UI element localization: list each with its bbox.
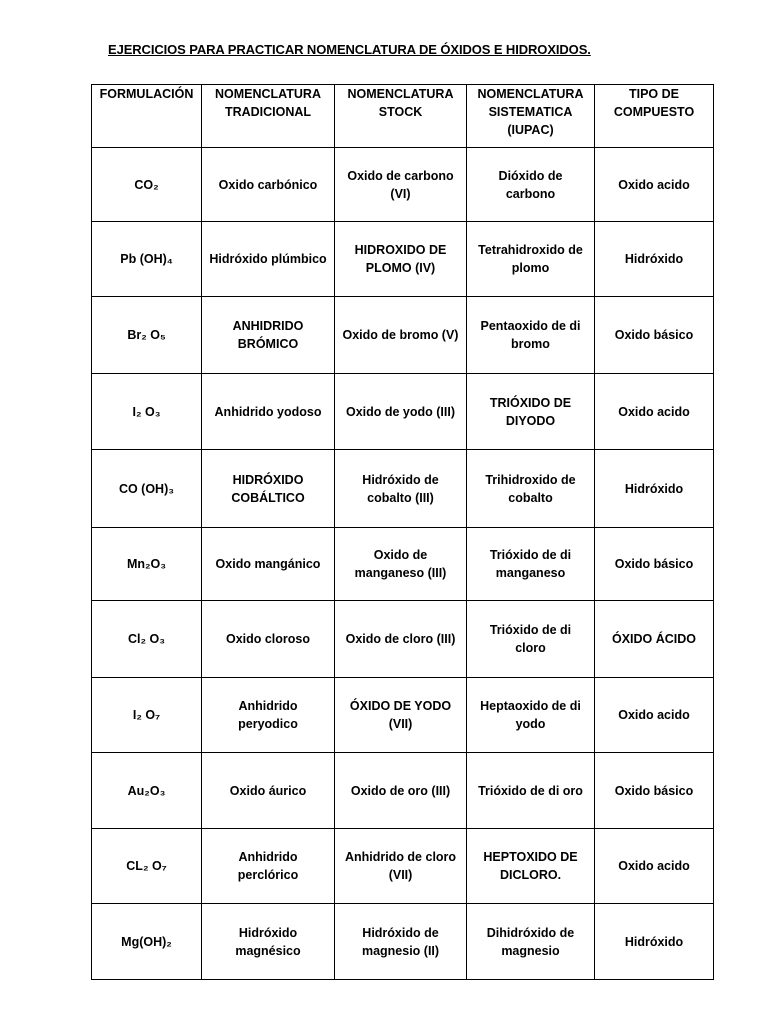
cell-sistematica: Trióxido de di manganeso — [467, 528, 595, 601]
cell-tipo: Oxido básico — [595, 528, 714, 601]
table-row — [92, 904, 714, 980]
cell-sistematica: Heptaoxido de di yodo — [467, 678, 595, 753]
table-header-row — [92, 85, 714, 148]
document-title: EJERCICIOS PARA PRACTICAR NOMENCLATURA DE ÓXIDOS E HIDROXIDOS. — [108, 42, 591, 57]
cell-formula: Br₂ O₅ — [92, 297, 202, 374]
cell-tradicional: HIDRÓXIDO COBÁLTICO — [202, 450, 335, 528]
header-stock: NOMENCLATURA STOCK — [335, 85, 467, 148]
cell-formula: CL₂ O₇ — [92, 829, 202, 904]
table-row — [92, 753, 714, 829]
cell-formula: Pb (OH)₄ — [92, 222, 202, 297]
cell-tipo: Hidróxido — [595, 904, 714, 980]
cell-tradicional: Anhidrido yodoso — [202, 374, 335, 450]
nomenclature-table — [91, 84, 714, 980]
cell-tipo: Hidróxido — [595, 222, 714, 297]
cell-stock: HIDROXIDO DE PLOMO (IV) — [335, 222, 467, 297]
cell-tipo: Oxido acido — [595, 148, 714, 222]
cell-formula: I₂ O₃ — [92, 374, 202, 450]
cell-tradicional: Oxido áurico — [202, 753, 335, 829]
table-row — [92, 450, 714, 528]
cell-sistematica: Trióxido de di oro — [467, 753, 595, 829]
header-formulacion: FORMULACIÓN — [92, 85, 202, 148]
cell-sistematica: Tetrahidroxido de plomo — [467, 222, 595, 297]
cell-tipo: Oxido acido — [595, 374, 714, 450]
cell-sistematica: TRIÓXIDO DE DIYODO — [467, 374, 595, 450]
cell-sistematica: HEPTOXIDO DE DICLORO. — [467, 829, 595, 904]
cell-stock: ÓXIDO DE YODO (VII) — [335, 678, 467, 753]
cell-formula: Mn₂O₃ — [92, 528, 202, 601]
cell-stock: Oxido de oro (III) — [335, 753, 467, 829]
cell-stock: Oxido de cloro (III) — [335, 601, 467, 678]
table-row — [92, 601, 714, 678]
cell-sistematica: Pentaoxido de di bromo — [467, 297, 595, 374]
table-row — [92, 829, 714, 904]
cell-tipo: Oxido básico — [595, 297, 714, 374]
cell-stock: Anhidrido de cloro (VII) — [335, 829, 467, 904]
cell-stock: Oxido de manganeso (III) — [335, 528, 467, 601]
table-row — [92, 148, 714, 222]
cell-tradicional: Oxido cloroso — [202, 601, 335, 678]
cell-tradicional: Hidróxido plúmbico — [202, 222, 335, 297]
cell-sistematica: Trihidroxido de cobalto — [467, 450, 595, 528]
cell-formula: I₂ O₇ — [92, 678, 202, 753]
cell-tradicional: Hidróxido magnésico — [202, 904, 335, 980]
cell-sistematica: Dihidróxido de magnesio — [467, 904, 595, 980]
table-row — [92, 374, 714, 450]
cell-tipo: Oxido básico — [595, 753, 714, 829]
cell-tipo: Hidróxido — [595, 450, 714, 528]
cell-tradicional: Oxido mangánico — [202, 528, 335, 601]
header-tipo: TIPO DE COMPUESTO — [595, 85, 714, 148]
cell-formula: Cl₂ O₃ — [92, 601, 202, 678]
cell-formula: CO₂ — [92, 148, 202, 222]
cell-formula: Mg(OH)₂ — [92, 904, 202, 980]
cell-stock: Oxido de bromo (V) — [335, 297, 467, 374]
cell-sistematica: Dióxido de carbono — [467, 148, 595, 222]
table-row — [92, 528, 714, 601]
table-row — [92, 678, 714, 753]
cell-tipo: Oxido acido — [595, 678, 714, 753]
cell-stock: Oxido de yodo (III) — [335, 374, 467, 450]
cell-tradicional: Oxido carbónico — [202, 148, 335, 222]
header-tradicional: NOMENCLATURA TRADICIONAL — [202, 85, 335, 148]
cell-formula: CO (OH)₃ — [92, 450, 202, 528]
table-row — [92, 297, 714, 374]
cell-tradicional: ANHIDRIDO BRÓMICO — [202, 297, 335, 374]
cell-stock: Hidróxido de magnesio (II) — [335, 904, 467, 980]
cell-sistematica: Trióxido de di cloro — [467, 601, 595, 678]
cell-tradicional: Anhidrido peryodico — [202, 678, 335, 753]
header-sistematica: NOMENCLATURA SISTEMATICA (IUPAC) — [467, 85, 595, 148]
cell-tipo: ÓXIDO ÁCIDO — [595, 601, 714, 678]
cell-tipo: Oxido acido — [595, 829, 714, 904]
cell-tradicional: Anhidrido perclórico — [202, 829, 335, 904]
table-row — [92, 222, 714, 297]
cell-formula: Au₂O₃ — [92, 753, 202, 829]
cell-stock: Hidróxido de cobalto (III) — [335, 450, 467, 528]
cell-stock: Oxido de carbono (VI) — [335, 148, 467, 222]
